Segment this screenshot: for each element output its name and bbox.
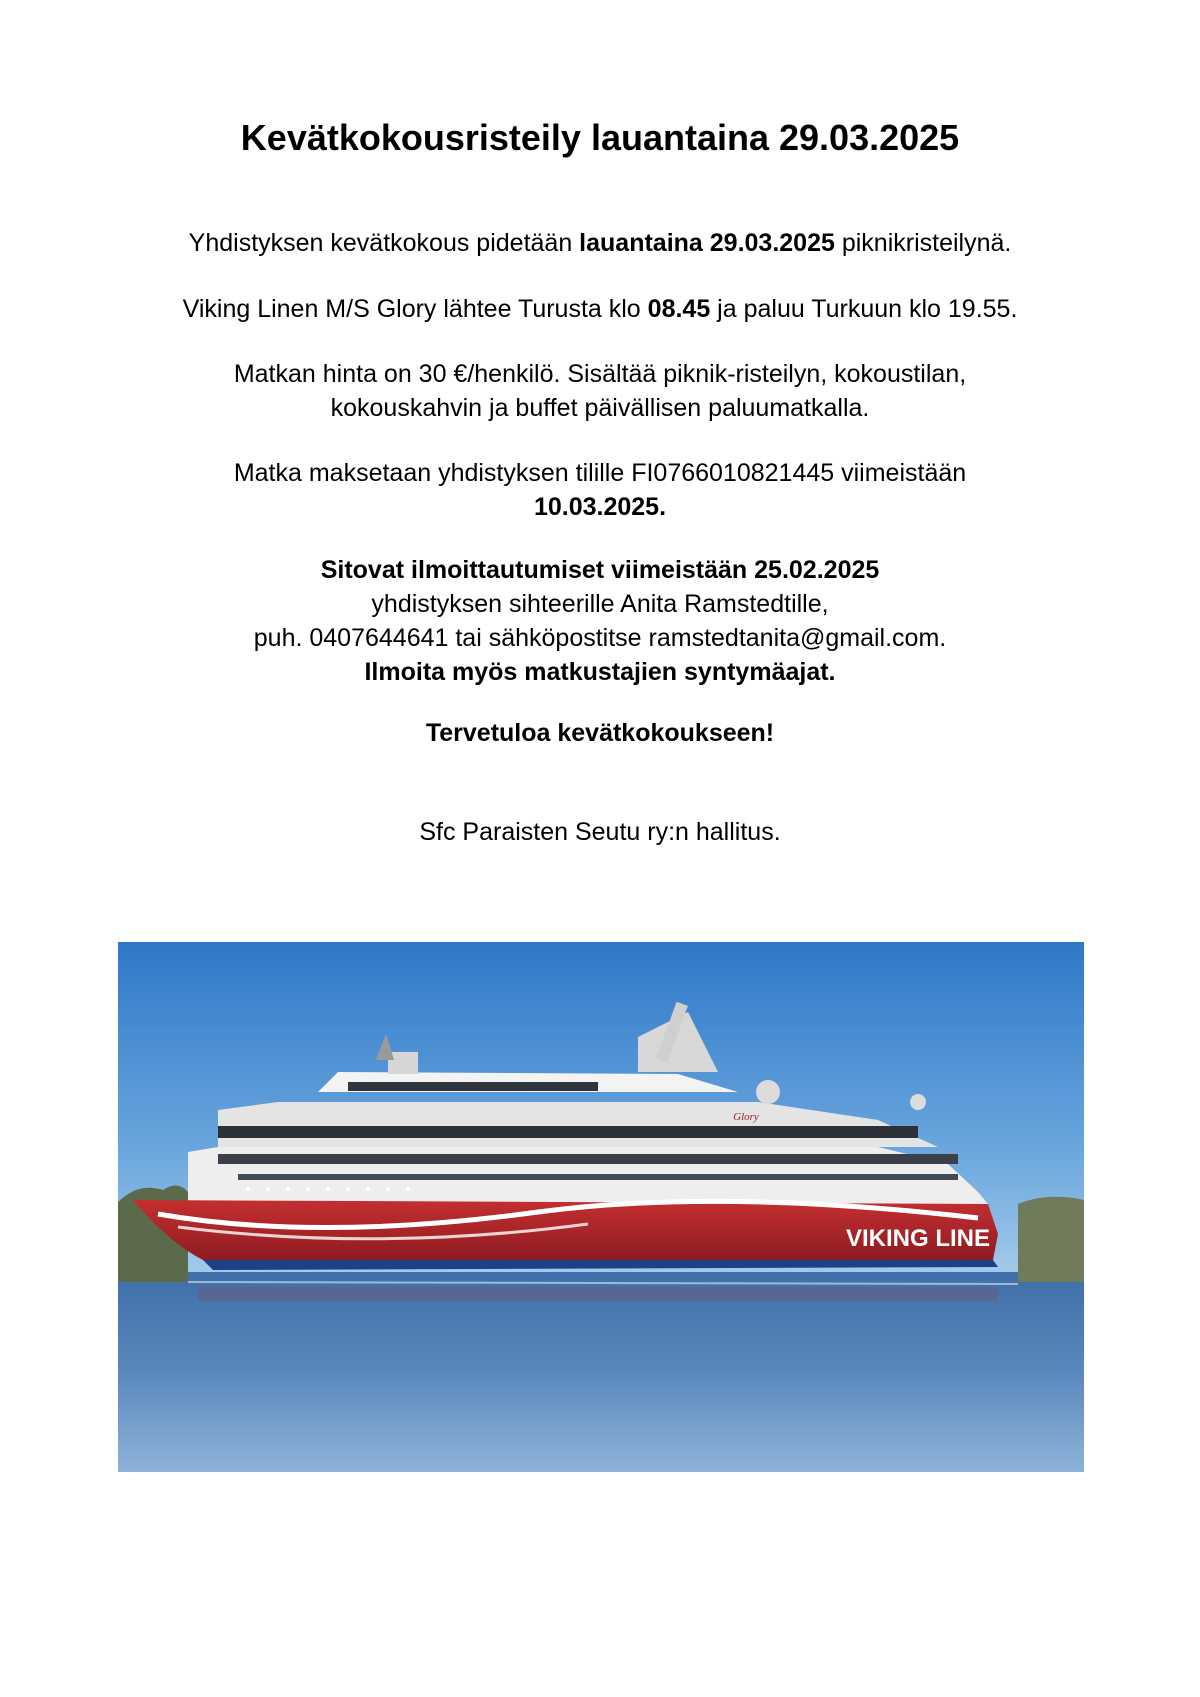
ship-photo (118, 942, 1084, 1472)
page-title: Kevätkokousristeily lauantaina 29.03.2025 (240, 117, 960, 158)
signature-text: Sfc Paraisten Seutu ry:n hallitus. (419, 818, 781, 846)
paragraph-price: Matkan hinta on 30 €/henkilö. Sisältää piknik-risteilyn, kokoustilan, kokouskahvin ja buffet päivällisen paluumatkalla. (233, 360, 967, 422)
ship-name-text: Glory (733, 1111, 759, 1123)
paragraph-departure: Viking Linen M/S Glory lähtee Turusta klo 08.45 ja paluu Turkuun klo 19.55. (182, 295, 1018, 323)
ship-hull-text: VIKING LINE (845, 1225, 991, 1252)
paragraph-meeting-date: Yhdistyksen kevätkokous pidetään lauantaina 29.03.2025 piknikristeilynä. (188, 229, 1012, 257)
paragraph-registration: Sitovat ilmoittautumiset viimeistään 25.02.2025 yhdistyksen sihteerille Anita Ramstedtille, puh. 0407644641 tai sähköpostitse ramstedtanita@gmail.com. Ilmoita myös matkustajien syntymäajat. (253, 556, 947, 686)
paragraph-payment: Matka maksetaan yhdistyksen tilille FI0766010821445 viimeistään 10.03.2025. (233, 459, 967, 521)
welcome-text: Tervetuloa kevätkokoukseen! (425, 719, 775, 747)
